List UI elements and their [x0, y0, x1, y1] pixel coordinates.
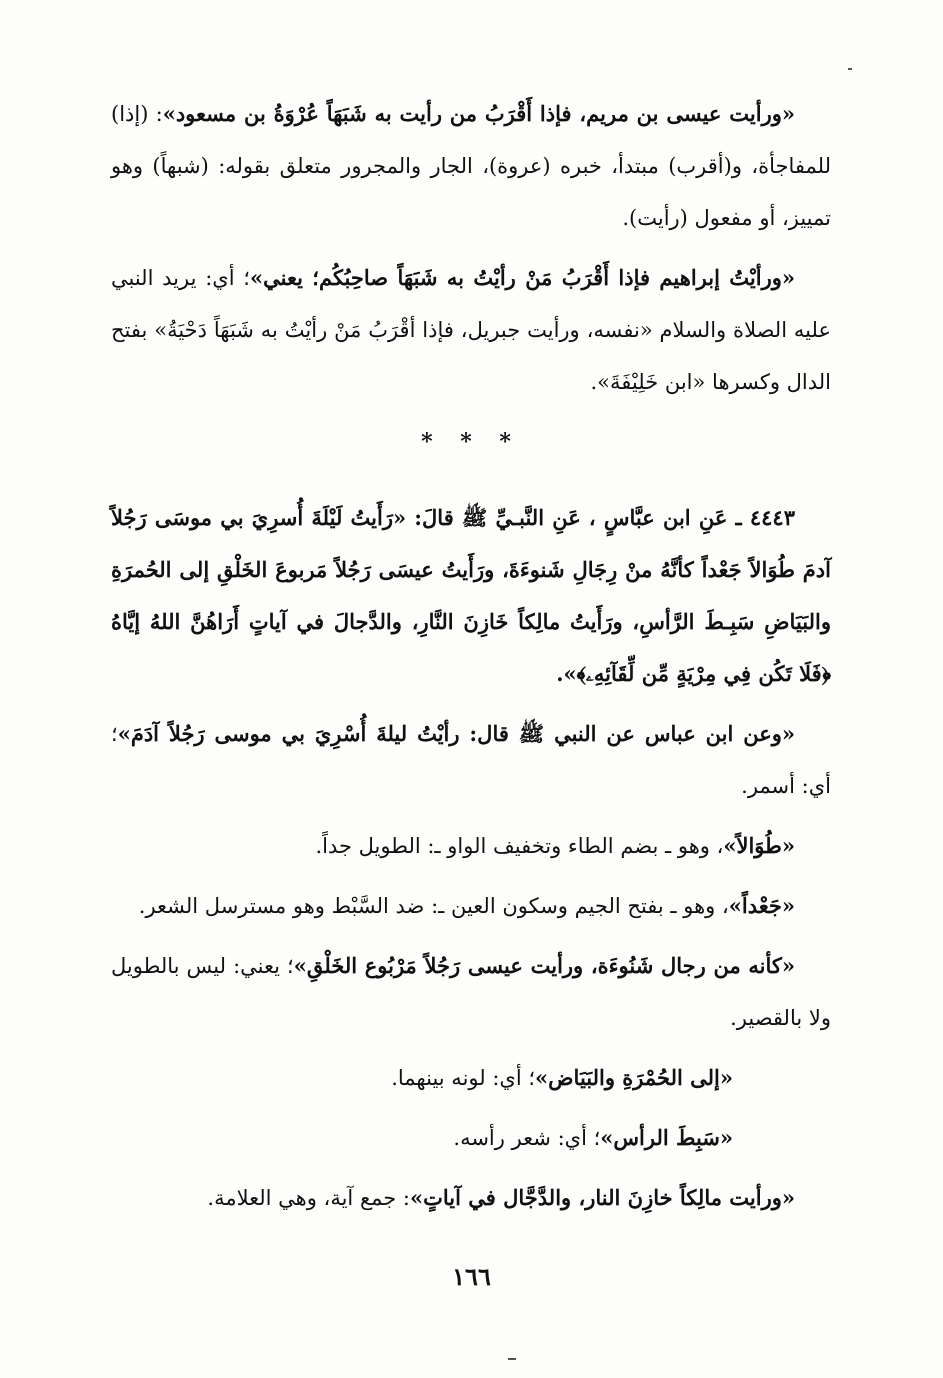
section-separator: * * *: [421, 429, 521, 455]
quote-text: «إلى الحُمْرَةِ والبَيَاض»: [535, 1065, 733, 1090]
explanation-hair: [111, 1112, 831, 1164]
commentary-text: ؛ أي: يريد النبي عليه الصلاة والسلام «نفسه، ورأيت جبريل، فإذا أقْرَبُ مَنْ رأيْتُ به شَبَهَاً دَحْيَةُ» بفتح الدال وكسرها «ابن خَلِيْفَةَ».: [111, 266, 831, 394]
commentary-text: ؛ أي: أسمر.: [111, 722, 831, 798]
quote-text: «ورأيت عيسى بن مريم، فإذا أَقْرَبُ من رأيت به شَبَهَاً عُرْوَةُ بن مسعود»: [162, 101, 795, 126]
quote-text: «طُوَالاً»: [723, 833, 795, 858]
explanation-jad: [111, 880, 831, 932]
commentary-text: : جمع آية، وهي العلامة.: [207, 1186, 410, 1210]
paragraph-ibrahim: [111, 252, 831, 408]
scan-speck: [848, 68, 852, 70]
commentary-text: : (إذا) للمفاجأة، و(أقرب) مبتدأ، خبره (عروة)، الجار والمجرور متعلق بقوله: (شبهاً) وهو تمييز، أو مفعول (رأيت).: [111, 102, 831, 230]
quote-text: «ورأيت مالِكاً خازِنَ النار، والدَّجَّال في آياتٍ»: [410, 1185, 795, 1210]
explanation-ayat: [111, 1172, 831, 1224]
commentary-text: ؛ أي: شعر رأسه.: [453, 1126, 601, 1150]
page-body: [111, 88, 831, 1232]
quote-text: «كأنه من رجال شَنُوءَة، ورأيت عيسى رَجُلاً مَرْبُوع الخَلْقِ»: [293, 953, 795, 978]
paragraph-urwa: [111, 88, 831, 244]
quote-text: «وعن ابن عباس عن النبي ﷺ قال: رأيْتُ ليلةَ أُسْرِيَ بي موسى رَجُلاً آدَمَ»: [117, 721, 795, 746]
page-number: ١٦٦: [452, 1262, 491, 1291]
commentary-text: ؛ يعني: ليس بالطويل ولا بالقصير.: [111, 954, 831, 1030]
commentary-text: ، وهو ـ بضم الطاء وتخفيف الواو ـ: الطويل جداً.: [315, 834, 724, 858]
commentary-text: ؛ أي: لونه بينهما.: [391, 1066, 536, 1090]
hadith-text: ٤٤٤٣ ـ عَنِ ابن عبَّاسٍ ، عَنِ النَّبـيِّ ﷺ قالَ: «رَأَيتُ لَيْلَةَ أُسرِيَ بي موسَى رَجُلاً آدمَ طُوَالاً جَعْداً كأنَّهُ منْ رِجَالِ شَنوءَةَ، ورَأَيتُ عيسَى رَجُلاً مَربوعَ الخَلْقِ إلى الحُمرَةِ والبَيَاضِ سَبِـطَ الرَّأسِ، ورَأَيتُ مالِكاً خَازِنَ النَّارِ، والدَّجالَ في آياتٍ أَرَاهُنَّ اللهُ إيَّاهُ ﴿فَلَا تَكُن فِي مِرْيَةٍ مِّن لِّقَآئِهِۦ﴾».: [111, 505, 831, 686]
scan-speck: [508, 1358, 516, 1360]
explanation-tuwal: [111, 820, 831, 872]
commentary-text: ، وهو ـ بفتح الجيم وسكون العين ـ: ضد السَّبْط وهو مسترسل الشعر.: [138, 894, 729, 918]
explanation-musa: [111, 708, 831, 812]
explanation-shanua: [111, 940, 831, 1044]
quote-text: «ورأيْتُ إبراهيم فإذا أَقْرَبُ مَنْ رأيْتُ به شَبَهَاً صاحِبُكُم؛ يعني»: [249, 265, 796, 290]
quote-text: «جَعْداً»: [728, 893, 795, 918]
explanation-color: [111, 1052, 831, 1104]
quote-text: «سَبِطَ الرأس»: [600, 1125, 733, 1150]
